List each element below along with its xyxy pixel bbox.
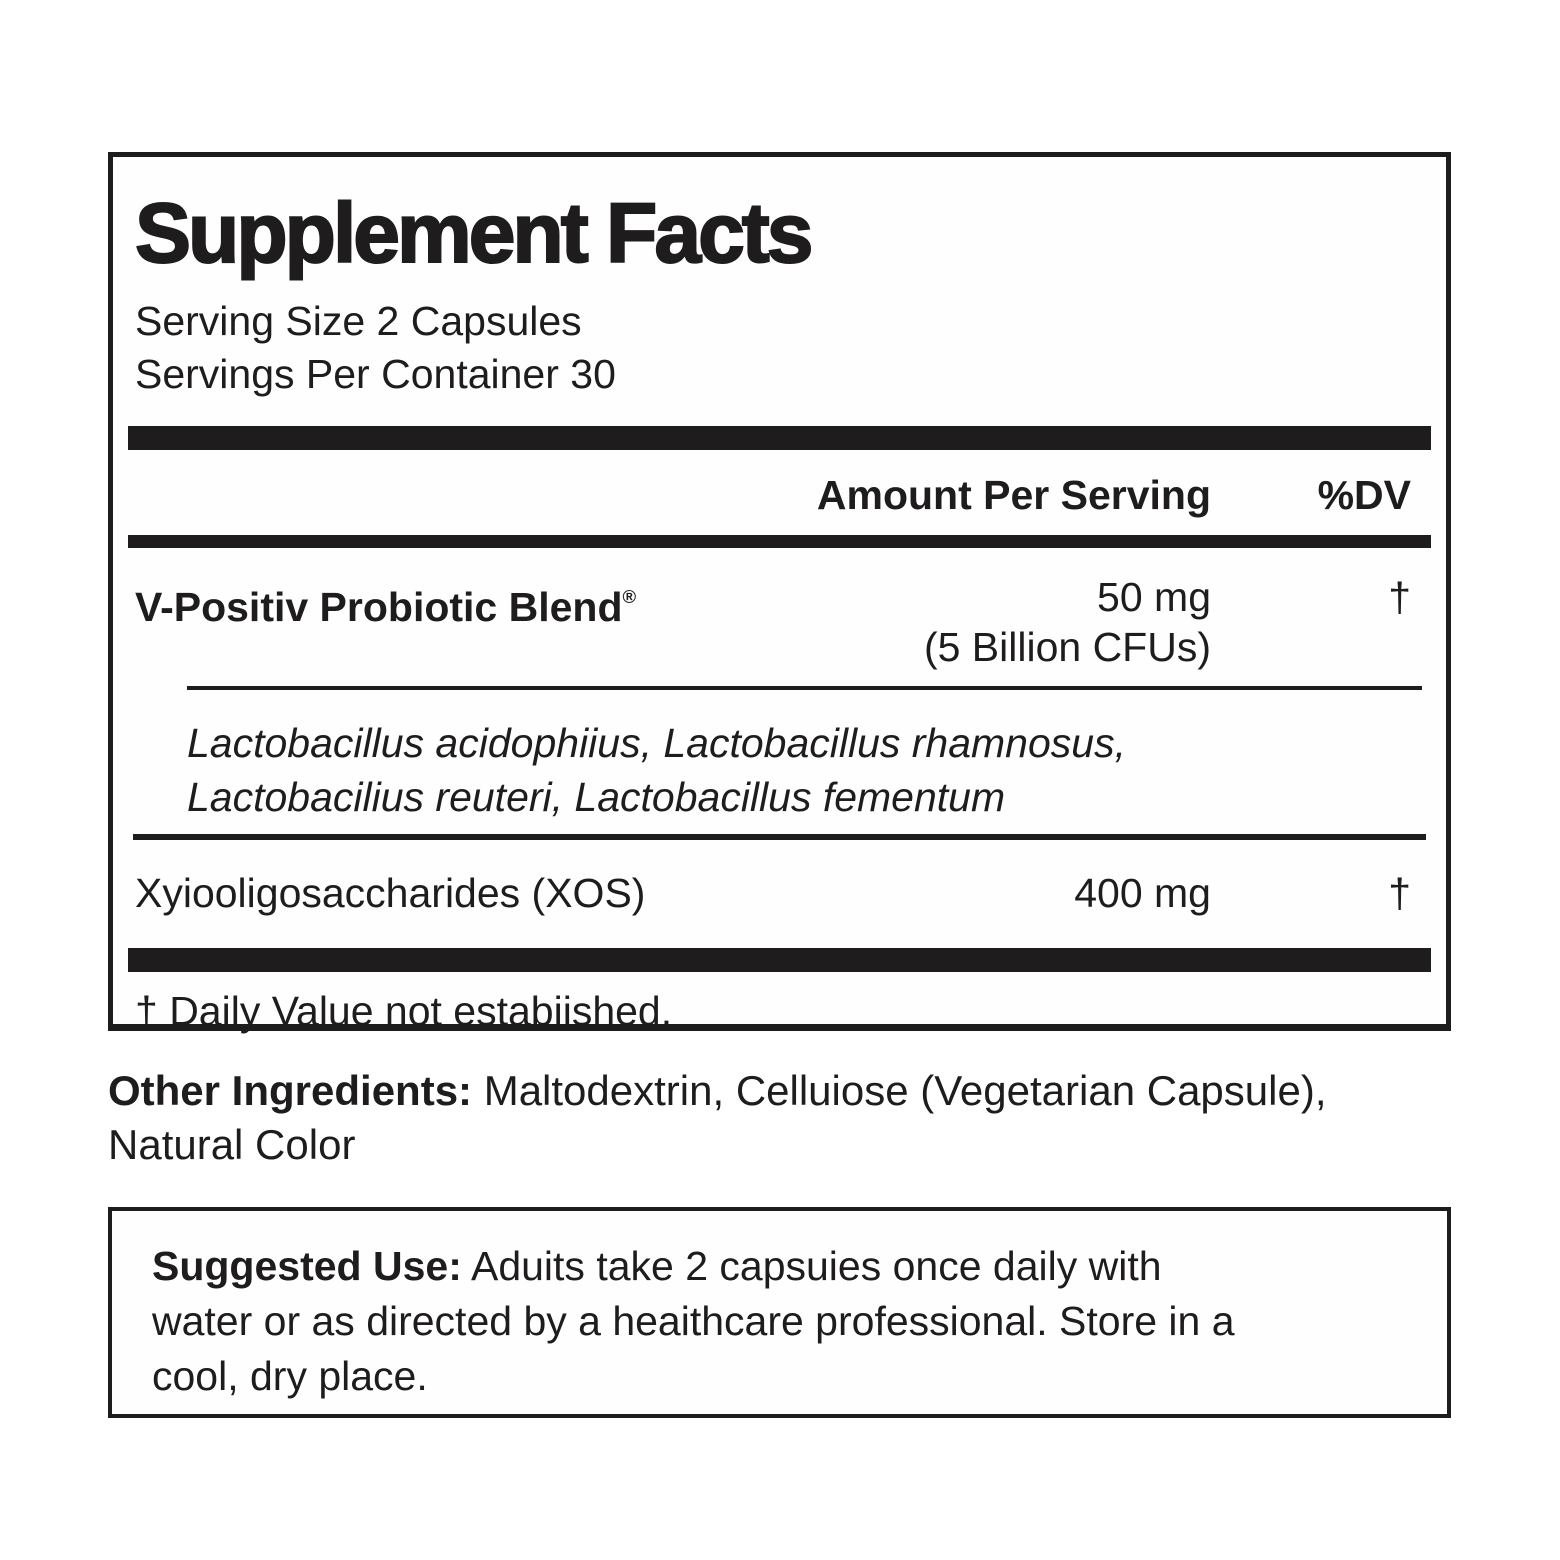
serving-info xyxy=(135,295,1424,401)
panel-title: Supplement Facts xyxy=(135,186,811,280)
ingredient-name-probiotic xyxy=(135,572,781,632)
suggested-use-line2: water or as directed by a heaithcare professional. Store in a xyxy=(152,1298,1235,1344)
other-ingredients-line2: Natural Color xyxy=(108,1121,356,1168)
suggested-use-label: Suggested Use: xyxy=(152,1243,462,1289)
suggested-use-box xyxy=(108,1207,1451,1418)
column-header-dv: %DV xyxy=(1317,472,1411,518)
probiotic-blend-label: V-Positiv Probiotic Blend xyxy=(135,584,623,630)
supplement-facts-panel xyxy=(108,152,1451,1034)
mid-divider-header xyxy=(128,535,1431,548)
indented-divider xyxy=(187,686,1422,690)
ingredient-amount-xos: 400 mg xyxy=(1074,870,1211,916)
serving-size: Serving Size 2 Capsules xyxy=(135,298,582,344)
strains-line-2: Lactobacilius reuteri, Lactobacillus fementum xyxy=(187,774,1006,820)
ingredient-amount-probiotic xyxy=(781,572,1211,672)
probiotic-strains-list xyxy=(187,716,1424,824)
thick-divider-top xyxy=(128,426,1431,450)
column-header-row xyxy=(135,450,1424,535)
other-ingredients-label: Other Ingredients: xyxy=(108,1067,473,1114)
thick-divider-bottom xyxy=(128,948,1431,972)
other-ingredients-section xyxy=(108,1064,1478,1172)
daily-value-footnote: † Daily Value not estabiished. xyxy=(135,988,673,1034)
ingredient-row-probiotic-blend xyxy=(135,548,1424,672)
probiotic-amount-cfus: (5 Billion CFUs) xyxy=(923,624,1211,670)
suggested-use-line3: cool, dry place. xyxy=(152,1353,428,1399)
ingredient-name-xos: Xyiooligosaccharides (XOS) xyxy=(135,870,646,916)
other-ingredients-line1: Maltodextrin, Celluiose (Vegetarian Capsule), xyxy=(472,1067,1327,1114)
suggested-use-line1: Aduits take 2 capsuies once daily with xyxy=(461,1243,1162,1289)
strains-line-1: Lactobacillus acidophiius, Lactobacillus rhamnosus, xyxy=(187,720,1126,766)
servings-per-container: Servings Per Container 30 xyxy=(135,351,616,397)
probiotic-amount-mg: 50 mg xyxy=(1097,574,1211,620)
ingredient-dv-probiotic: † xyxy=(1388,574,1411,620)
ingredient-row-xos xyxy=(135,840,1424,948)
column-header-amount: Amount Per Serving xyxy=(816,472,1211,518)
registered-trademark-symbol: ® xyxy=(622,586,637,607)
ingredient-dv-xos: † xyxy=(1388,870,1411,916)
